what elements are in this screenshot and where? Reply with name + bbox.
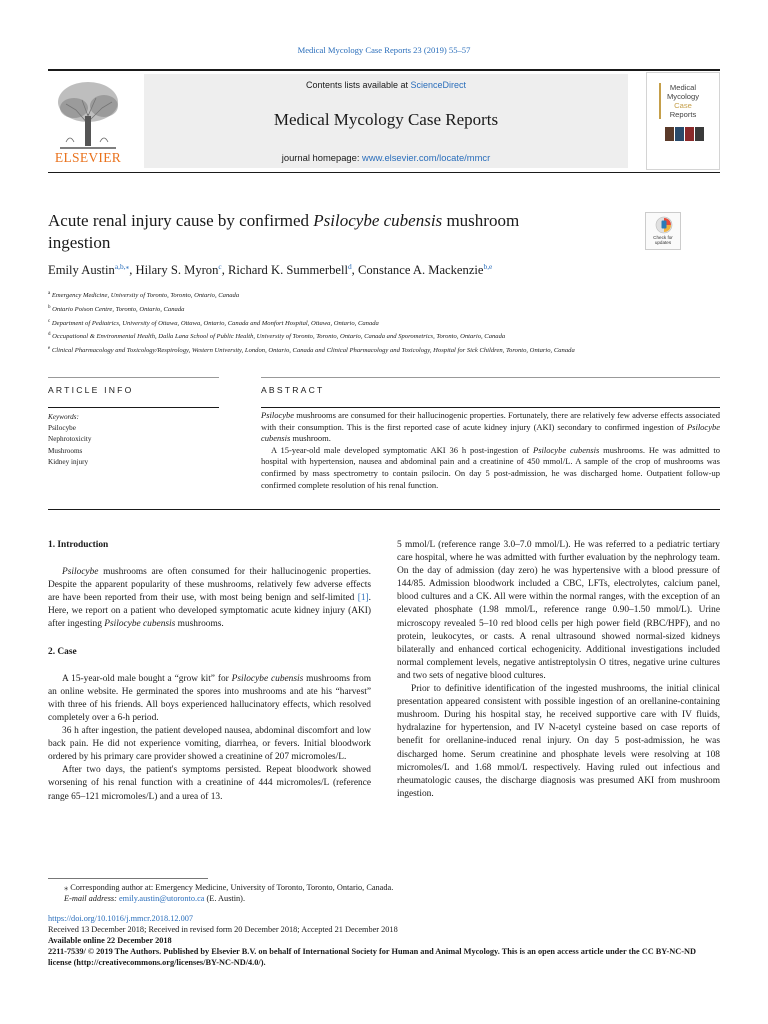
journal-banner (144, 74, 628, 168)
email-label: E-mail address: (64, 894, 119, 904)
cover-title (647, 83, 719, 119)
sciencedirect-link[interactable]: ScienceDirect (410, 80, 467, 90)
email-link[interactable]: emily.austin@utoronto.ca (119, 894, 205, 904)
affiliation: $^a$ Emergency Medicine, University of Toronto, Toronto, Ontario, Canada (48, 291, 240, 300)
keywords-rule (48, 407, 219, 408)
crossmark-label (646, 235, 680, 245)
cover-title-line: Mycology (666, 92, 700, 101)
license-statement: 2211-7539/ © 2019 The Authors. Published by Elsevier B.V. on behalf of International Society for Human and Animal Mycology. This is an open access article under the CC BY-NC-ND license (http://creativecommons.org/licenses/BY-NC-ND/4.0/). (48, 946, 697, 967)
footnote-rule (48, 878, 208, 879)
abstract-text (261, 410, 720, 491)
author[interactable]: Constance A. Mackenzie$^{b,e}$ (357, 262, 493, 278)
body-paragraph: 5 mmol/L (reference range 3.0–7.0 mmol/L). He was referred to a pediatric tertiary care hospital, where he was admitted with further evaluation by the nephrology team. On the day of admission (day zero) he was hypertensive with a blood pressure of 144/85. Admission bloodwork included a CBC, LFTs, electrolytes, calcium panel, blood cultures and a CK. All were within the normal ranges, with the exception of an elevated phosphate (1.98 mmol/L, reference range 0.90–1.50 mmol/L). Urine microscopy revealed 5–10 red blood cells per high power field (RBC/HPF), and no protein, leukocytes, or casts. A renal ultrasound showed normal-sized kidneys bilaterally and enhanced cortical echogenicity. Additional investigations included normal complement levels, negative antistreptolysin O titres, negative urine cultures and two sets of negative blood cultures. (397, 540, 720, 681)
title-italic-part: Psilocybe cubensis (313, 211, 443, 230)
homepage-link[interactable]: www.elsevier.com/locate/mmcr (362, 152, 491, 163)
keyword: Psilocybe (48, 424, 76, 433)
abstract-rule (261, 377, 720, 378)
abstract-paragraph: A 15-year-old male developed symptomatic AKI 36 h post-ingestion of Psilocybe cubensis mushrooms. He was admitted to hospital with hypertension, nausea and abdominal pain and a creatinine of 450 mmol/L. A sample of the crop of mushrooms was confirmed by mass spectrometry to contain psilocin. On day 5 post-admission, he was discharged home. Outpatient follow-up confirmed complete resolution of his renal function. (261, 444, 720, 490)
article-info-heading: ARTICLE INFO (48, 385, 134, 395)
body-paragraph: A 15-year-old male bought a “grow kit” for Psilocybe cubensis mushrooms from an online website. He germinated the spores into mushrooms and ate his “harvest” with three of his friends. All boys experienced hallucinatory effects, which resolved completely over a 6-h period. (48, 673, 371, 723)
header-top-rule (48, 69, 720, 71)
journal-title: Medical Mycology Case Reports (273, 110, 499, 129)
body-left-column (48, 539, 371, 804)
header-bottom-rule (48, 172, 720, 173)
affiliation: $^e$ Clinical Pharmacology and Toxicology/Respirology, Western University, London, Ontario, Canada and Clinical Pharmacology and Toxicology, Hospital for Sick Children, Toronto, Ontario, Canada (48, 346, 575, 355)
body-paragraph: 36 h after ingestion, the patient developed nausea, abdominal discomfort and low back pain. He did not experience vomiting, diarrhea, or fevers. Initial bloodwork ordered by his primary care provider showed a creatinine of 207 micromoles/L. (48, 726, 371, 763)
keywords-block (48, 412, 218, 468)
journal-cover-thumbnail[interactable] (646, 72, 720, 170)
author[interactable]: Emily Austin$^{a,b,⁎}$ (48, 262, 130, 278)
contents-prefix: Contents lists available at (305, 80, 411, 90)
affiliation: $^b$ Ontario Poison Centre, Toronto, Ontario, Canada (48, 304, 185, 313)
cover-title-line: Reports (669, 110, 697, 119)
journal-citation[interactable]: Medical Mycology Case Reports 23 (2019) 55–57 (297, 45, 471, 55)
title-part: Acute renal injury cause by confirmed (48, 211, 314, 230)
abstract-paragraph: Psilocybe mushrooms are consumed for their hallucinogenic properties. Fortunately, there are relatively few adverse effects associated with their consumption. This is the first reported case of acute kidney injury (AKI) secondary to confirmed ingestion of Psilocybe cubensis mushroom. (261, 410, 720, 444)
title-part: mushroom (442, 211, 520, 230)
crossmark-icon (655, 216, 673, 234)
author[interactable]: Hilary S. Myron$^c$ (135, 262, 222, 278)
abstract-heading: ABSTRACT (261, 385, 325, 395)
check-for-updates-badge[interactable] (645, 212, 681, 250)
body-right-column (397, 539, 720, 801)
section-heading-introduction: 1. Introduction (48, 540, 109, 550)
body-paragraph: Psilocybe mushrooms are often consumed for their hallucinogenic properties. Despite the apparent popularity of these mushrooms, relatively few adverse effects are have been reported from their use, with most being benign and self-limited [1]. Here, we report on a patient who developed symptomatic acute kidney injury (AKI) after ingesting Psilocybe cubensis mushrooms. (48, 567, 371, 630)
affiliations (48, 288, 688, 357)
cover-title-line: Medical (669, 83, 697, 92)
cover-photos (665, 127, 705, 141)
reference-link[interactable]: [1] (357, 593, 369, 604)
title-part: ingestion (48, 233, 111, 252)
corresponding-author-footnote (48, 882, 720, 904)
crossmark-text: Check for (653, 235, 673, 240)
homepage-prefix: journal homepage: (281, 152, 363, 163)
affiliation: $^c$ Department of Pediatrics, University of Ottawa, Ottawa, Ontario, Canada and Monfort Hospital, Ottawa, Ontario, Canada (48, 318, 379, 327)
keywords-label: Keywords: (48, 413, 79, 421)
publisher-logo-text: ELSEVIER (54, 150, 122, 165)
publication-info (48, 914, 720, 969)
keyword: Mushrooms (48, 446, 83, 455)
body-paragraph: After two days, the patient's symptoms persisted. Repeat bloodwork showed worsening of his renal function with a creatinine of 444 micromoles/L (reference range 65–121 micromoles/L) and a urea of 13. (48, 765, 371, 802)
doi-link[interactable]: https://doi.org/10.1016/j.mmcr.2018.12.007 (48, 914, 194, 923)
affiliation: $^d$ Occupational & Environmental Health, Dalla Lana School of Public Health, University of Toronto, Toronto, Ontario, Canada and Sporometrics, Toronto, Ontario, Canada (48, 332, 506, 341)
author-list: Emily Austin$^{a,b,⁎}$, Hilary S. Myron$^c$, Richard K. Summerbell$^d$, Constance A. Mackenzie$^{b,e}$ (48, 262, 493, 278)
homepage-line (144, 152, 628, 163)
keyword: Nephrotoxicity (48, 435, 92, 444)
available-online: Available online 22 December 2018 (48, 935, 172, 945)
cover-title-line: Case (674, 101, 692, 110)
keyword: Kidney injury (48, 457, 89, 466)
contents-line (144, 80, 628, 90)
email-suffix: (E. Austin). (204, 894, 246, 904)
footnote-text: Corresponding author at: Emergency Medicine, University of Toronto, Toronto, Ontario, Canada. (68, 883, 394, 892)
abstract-top-rule (261, 407, 720, 408)
received-dates: Received 13 December 2018; Received in revised form 20 December 2018; Accepted 21 December 2018 (48, 924, 398, 934)
article-info-rule (48, 377, 219, 378)
section-heading-case: 2. Case (48, 646, 77, 657)
article-title (48, 210, 608, 254)
author[interactable]: Richard K. Summerbell$^d$ (227, 262, 352, 278)
crossmark-text: updates (654, 240, 672, 245)
footnote-mark: ⁎ (64, 883, 69, 892)
body-paragraph: Prior to definitive identification of the ingested mushrooms, the initial clinical presentation appeared consistent with possible ingestion of an orellanine-containing mushroom. During his hospital stay, he received supportive care with IV fluids, hydralazine for hypertension, and IV N-acetyl cysteine based on case reports of benefit for orellanine-induced renal injury. On day 5 post-admission, he was discharged home. Serum creatinine and phosphate levels were resolving at 108 micromoles/L and 1.68 mmol/L respectively. Having ruled out infectious and rheumatologic causes, the discharge diagnosis was presumed AKI from mushroom ingestion. (397, 684, 720, 799)
abstract-bottom-rule (48, 509, 720, 510)
